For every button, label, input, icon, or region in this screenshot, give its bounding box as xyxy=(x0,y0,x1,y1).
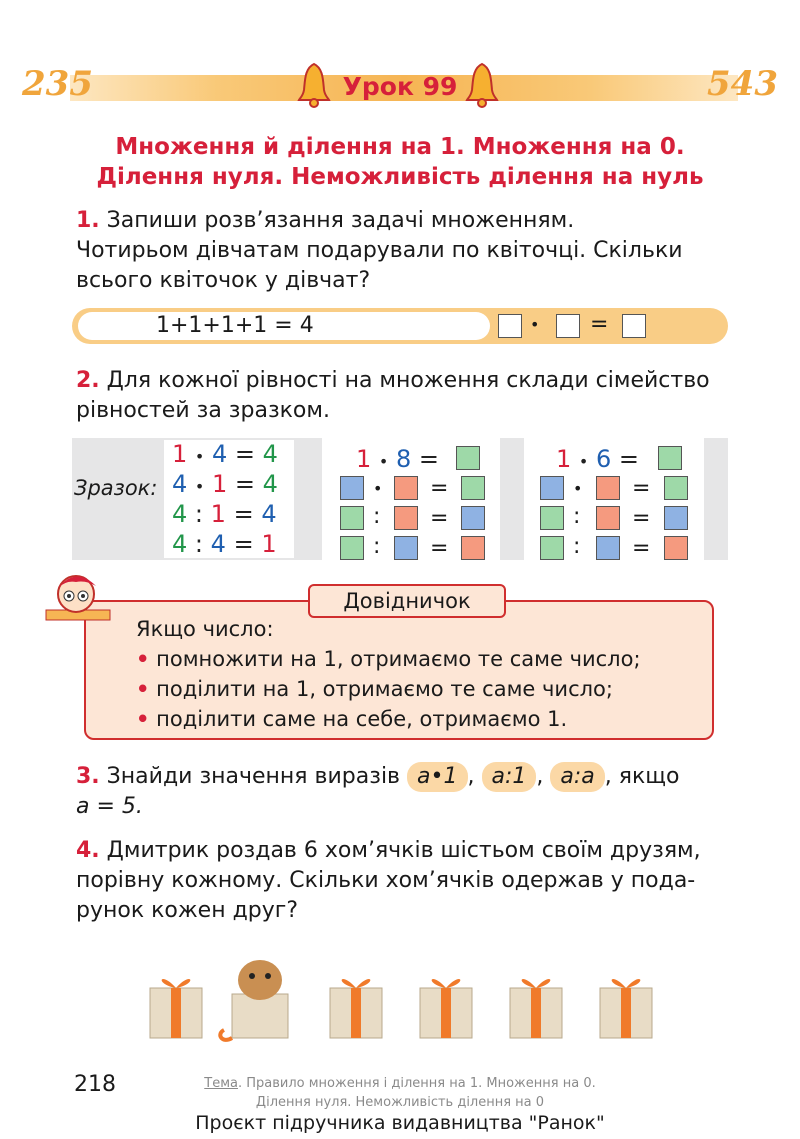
answer-box[interactable] xyxy=(461,536,485,560)
answer-box[interactable] xyxy=(540,536,564,560)
answer-box[interactable] xyxy=(340,506,364,530)
task-text: Знайди значення виразів xyxy=(106,764,401,789)
answer-box[interactable] xyxy=(540,476,564,500)
reference-rule: • поділити саме на себе, отримаємо 1. xyxy=(136,707,568,731)
lesson-topic xyxy=(0,132,800,192)
answer-box[interactable] xyxy=(556,314,580,338)
panel-divider xyxy=(704,438,728,560)
divide-sign: : xyxy=(573,534,581,559)
task-4 xyxy=(76,836,728,926)
task-condition: a = 5. xyxy=(76,794,143,819)
answer-box[interactable] xyxy=(394,506,418,530)
bell-icon xyxy=(465,62,499,108)
task-text: рунок кожен друг? xyxy=(76,898,299,923)
task-text: Чотирьом дівчатам подарували по квіточці. Скільки xyxy=(76,238,683,263)
hamster-gift-icon xyxy=(220,960,288,1040)
footer-topic: Тема. Правило множення і ділення на 1. Множення на 0. Ділення нуля. Неможливість ділення на 0 xyxy=(204,1076,596,1110)
answer-box[interactable] xyxy=(596,536,620,560)
gift-box-icon xyxy=(150,979,202,1038)
answer-box[interactable] xyxy=(622,314,646,338)
lesson-title: Урок 99 xyxy=(342,72,458,101)
multiply-sign: • xyxy=(373,479,383,498)
publisher-credit: Проєкт підручника видавництва "Ранок" xyxy=(195,1112,605,1134)
answer-box[interactable] xyxy=(456,446,480,470)
exercise-row: 1 • 8 = xyxy=(356,445,440,473)
topic-line: Множення й ділення на 1. Множення на 0. xyxy=(115,134,685,160)
task-number: 3. xyxy=(76,764,100,789)
task-text: порівну кожному. Скільки хом’ячків одержав у пода- xyxy=(76,868,696,893)
equals-sign: = xyxy=(430,476,449,501)
page-number: 218 xyxy=(74,1072,116,1097)
answer-box[interactable] xyxy=(340,476,364,500)
addition-equation xyxy=(78,312,490,340)
expression: a:a xyxy=(550,762,604,792)
gift-box-icon xyxy=(510,979,562,1038)
task-text: Для кожної рівності на множення склади сімейство xyxy=(106,368,710,393)
equals-sign: = xyxy=(430,536,449,561)
task-1 xyxy=(76,206,728,296)
equals-sign: = xyxy=(590,312,609,337)
answer-box[interactable] xyxy=(664,476,688,500)
answer-box[interactable] xyxy=(540,506,564,530)
reference-rule: • поділити на 1, отримаємо те саме число; xyxy=(136,677,613,701)
answer-box[interactable] xyxy=(394,476,418,500)
sample-row: 1 • 4 = 4 xyxy=(172,440,278,468)
equals-sign: = xyxy=(632,536,651,561)
answer-box[interactable] xyxy=(664,506,688,530)
sample-row: 4 : 4 = 1 xyxy=(172,530,277,558)
banner-digits-right: 543 xyxy=(707,64,778,104)
answer-box[interactable] xyxy=(340,536,364,560)
task-text: рівностей за зразком. xyxy=(76,398,330,423)
answer-box[interactable] xyxy=(658,446,682,470)
exercise-row: 1 • 6 = xyxy=(556,445,640,473)
panel-divider xyxy=(500,438,524,560)
task-text: , якщо xyxy=(604,764,680,789)
reference-intro: Якщо число: xyxy=(136,617,274,641)
answer-box[interactable] xyxy=(461,476,485,500)
multiply-sign: • xyxy=(530,315,540,334)
task-text: всього квіточок у дівчат? xyxy=(76,268,371,293)
task-2 xyxy=(76,366,728,426)
divide-sign: : xyxy=(373,504,381,529)
task-number: 1. xyxy=(76,208,100,233)
answer-box[interactable] xyxy=(461,506,485,530)
answer-box[interactable] xyxy=(596,506,620,530)
equals-sign: = xyxy=(632,476,651,501)
task-number: 2. xyxy=(76,368,100,393)
sample-row: 4 : 1 = 4 xyxy=(172,500,277,528)
expression: a•1 xyxy=(407,762,467,792)
task-number: 4. xyxy=(76,838,100,863)
expression: a:1 xyxy=(482,762,537,792)
divide-sign: : xyxy=(373,534,381,559)
lesson-banner xyxy=(22,62,778,110)
task-3: 3. Знайди значення виразів a•1 , a:1 , a:a , якщо a = 5. xyxy=(76,762,728,822)
equals-sign: = xyxy=(430,506,449,531)
task-text: Дмитрик роздав 6 хом’ячків шістьом своїм друзям, xyxy=(106,838,701,863)
answer-box[interactable] xyxy=(596,476,620,500)
gifts-illustration xyxy=(140,950,680,1046)
answer-strip xyxy=(72,308,728,344)
answer-box[interactable] xyxy=(664,536,688,560)
multiply-sign: • xyxy=(573,479,583,498)
topic-line: Ділення нуля. Неможливість ділення на нуль xyxy=(96,164,704,190)
equation-text: 1+1+1+1 = 4 xyxy=(156,313,314,338)
answer-box[interactable] xyxy=(498,314,522,338)
reference-title: Довідничок xyxy=(308,584,506,618)
mascot-icon xyxy=(38,566,118,626)
reference-rule: • помножити на 1, отримаємо те саме число; xyxy=(136,647,641,671)
divide-sign: : xyxy=(573,504,581,529)
answer-box[interactable] xyxy=(394,536,418,560)
sample-label: Зразок: xyxy=(74,476,158,500)
gift-box-icon xyxy=(420,979,472,1038)
equals-sign: = xyxy=(632,506,651,531)
banner-digits-left: 235 xyxy=(22,64,93,104)
sample-row: 4 • 1 = 4 xyxy=(172,470,278,498)
gift-box-icon xyxy=(600,979,652,1038)
task-text: Запиши розв’язання задачі множенням. xyxy=(106,208,575,233)
gift-box-icon xyxy=(330,979,382,1038)
